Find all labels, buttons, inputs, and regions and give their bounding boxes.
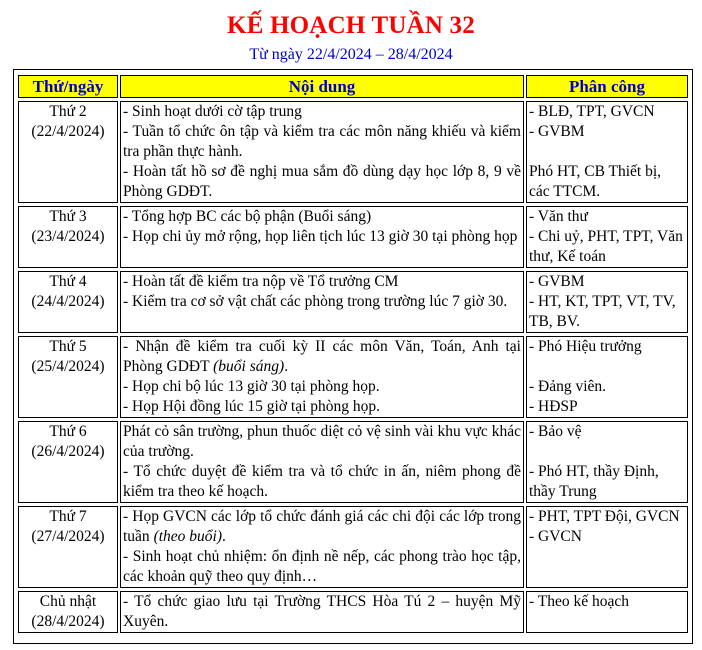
day-cell [18,101,118,203]
content-text: - Nhận đề kiểm tra cuối kỳ II các môn Văn, Toán, Anh tại Phòng GDĐT [123,338,521,375]
content-text: . [222,528,226,545]
day-cell [18,271,118,333]
content-line: - Họp Hội đồng lúc 15 giờ tại phòng họp. [123,398,381,415]
day-cell [18,206,118,268]
day-cell [18,421,118,503]
assign-line: - Bảo vệ [529,423,582,440]
content-cell [120,506,524,588]
page-title: KẾ HOẠCH TUẦN 32 [227,12,475,39]
assign-line: - GVCN [529,528,582,545]
assign-line: - Chi uỷ, PHT, TPT, Văn thư, Kế toán [529,228,683,265]
table-row [18,591,688,633]
content-line: - Sinh hoạt dưới cờ tập trung [123,103,302,120]
content-cell [120,591,524,633]
table-row [18,506,688,588]
header-assign: Phân công [526,75,688,98]
assign-line: - GVBM [529,123,585,140]
content-line: - Tổ chức duyệt đề kiểm tra và tổ chức in ấn, niêm phong đề kiểm tra theo kế hoạch. [123,463,521,500]
assign-cell [526,506,688,588]
content-italic: (buổi sáng) [213,358,285,375]
weekly-plan-table [16,72,690,636]
assign-line: - HT, KT, TPT, VT, TV, TB, BV. [529,293,676,330]
assign-cell [526,591,688,633]
day-label: Chủ nhật [39,593,97,610]
assign-line: - Theo kế hoạch [529,593,629,610]
table-row [18,336,688,418]
header-content: Nội dung [120,75,524,98]
day-label: Thứ 2 [49,103,87,120]
day-cell [18,506,118,588]
content-line: - Tổng hợp BC các bộ phận (Buổi sáng) [123,208,372,225]
assign-line: - Phó Hiệu trưởng [529,338,642,355]
content-line: - Họp chi bộ lúc 13 giờ 30 tại phòng họp. [123,378,380,395]
content-line: Phát cỏ sân trường, phun thuốc diệt cỏ vệ sinh vài khu vực khác của trường. [123,423,521,460]
date-range: Từ ngày 22/4/2024 – 28/4/2024 [249,46,453,63]
day-date: (25/4/2024) [31,358,105,375]
assign-line: - GVBM [529,273,585,290]
content-line: - Tổ chức giao lưu tại Trường THCS Hòa Tú 2 – huyện Mỹ Xuyên. [123,593,521,630]
assign-line: - Phó HT, thầy Định, thầy Trung [529,463,659,500]
content-text: - Họp GVCN các lớp tổ chức đánh giá các chi đội các lớp trong tuần [123,508,521,545]
header-day: Thứ/ngày [18,75,118,98]
assign-cell [526,271,688,333]
day-date: (28/4/2024) [31,613,105,630]
content-line: - Sinh hoạt chủ nhiệm: ổn định nề nếp, các phong trào học tập, các khoản quỹ theo quy định… [123,548,521,585]
day-date: (23/4/2024) [31,228,105,245]
assign-cell [526,206,688,268]
header-row [18,75,688,98]
spacer [529,357,685,377]
content-line [123,337,521,377]
assign-line: Phó HT, CB Thiết bị, các TTCM. [529,163,662,200]
day-cell [18,336,118,418]
spacer [529,442,685,462]
spacer [529,142,685,162]
day-label: Thứ 7 [49,508,87,525]
assign-cell [526,421,688,503]
content-cell [120,421,524,503]
assign-cell [526,101,688,203]
assign-line: - Đảng viên. [529,378,607,395]
day-date: (24/4/2024) [31,293,105,310]
day-label: Thứ 4 [49,273,87,290]
day-label: Thứ 5 [49,338,87,355]
assign-line: - BLĐ, TPT, GVCN [529,103,655,120]
content-italic: (theo buổi) [153,528,223,545]
assign-cell [526,336,688,418]
table-row [18,206,688,268]
day-date: (26/4/2024) [31,443,105,460]
content-cell [120,336,524,418]
assign-line: - Văn thư [529,208,588,225]
content-line: - Hoàn tất hồ sơ đề nghị mua sắm đồ dùng dạy học lớp 8, 9 về Phòng GDĐT. [123,163,521,200]
table-row [18,421,688,503]
day-label: Thứ 6 [49,423,87,440]
content-line: - Hoàn tất đề kiểm tra nộp về Tổ trưởng CM [123,273,399,290]
day-cell [18,591,118,633]
content-line [123,507,521,547]
day-label: Thứ 3 [49,208,87,225]
content-line: - Kiểm tra cơ sở vật chất các phòng trong trường lúc 7 giờ 30. [123,293,508,310]
table-row [18,271,688,333]
table-row [18,101,688,203]
content-line: - Họp chi ủy mở rộng, họp liên tịch lúc 13 giờ 30 tại phòng họp [123,228,518,245]
content-line: - Tuần tổ chức ôn tập và kiểm tra các môn năng khiếu và kiểm tra phần thực hành. [123,123,521,160]
content-text: . [284,358,289,375]
assign-line: - HĐSP [529,398,578,415]
day-date: (22/4/2024) [31,123,105,140]
assign-line: - PHT, TPT Đội, GVCN [529,508,680,525]
content-cell [120,206,524,268]
content-cell [120,271,524,333]
day-date: (27/4/2024) [31,528,105,545]
content-cell [120,101,524,203]
